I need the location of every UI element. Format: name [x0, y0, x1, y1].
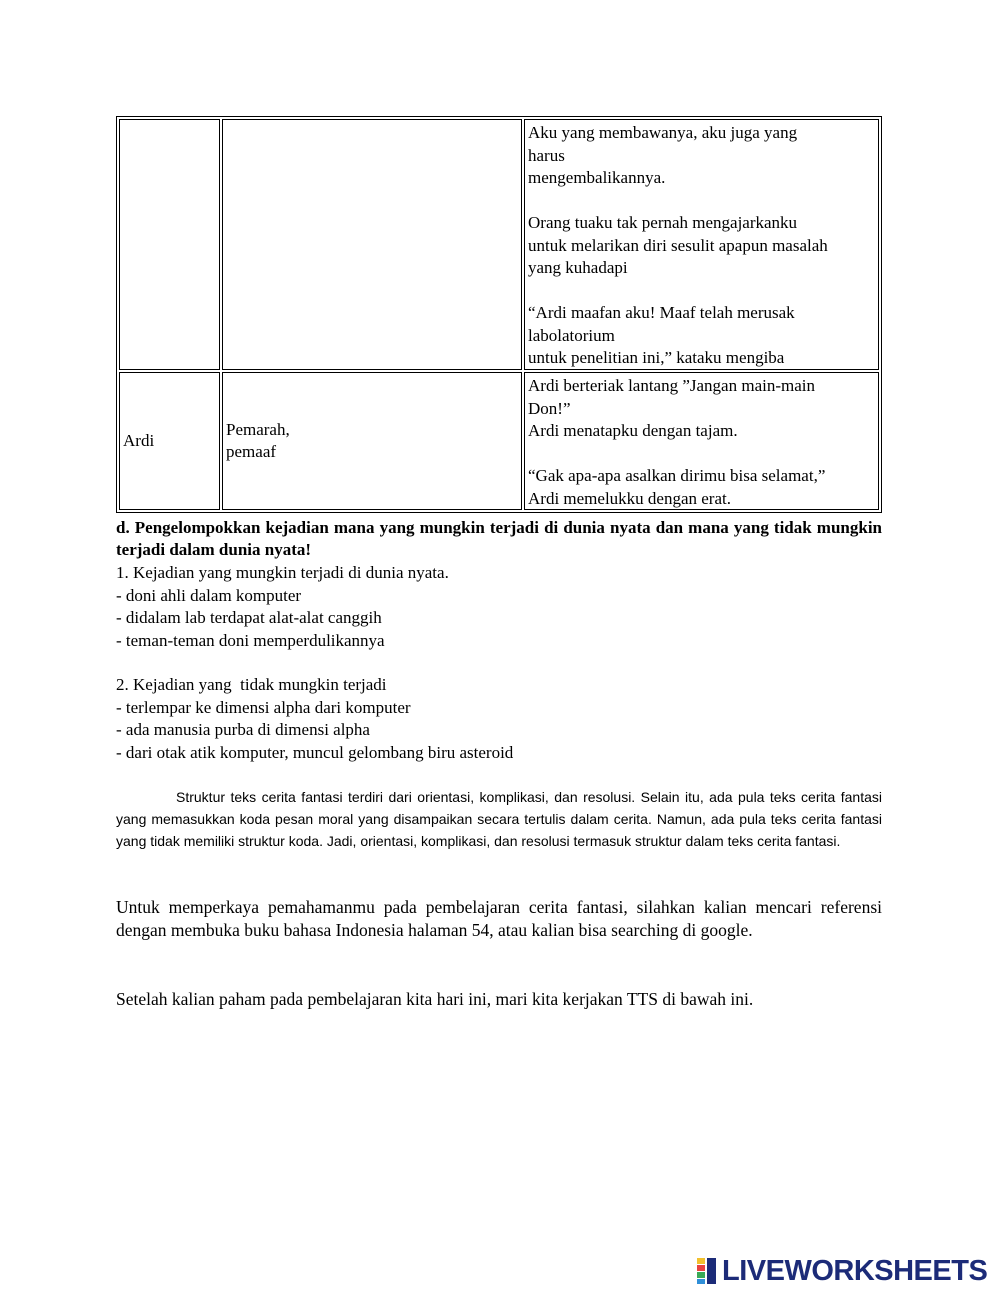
- trait-line: Pemarah,: [226, 419, 290, 439]
- list-title: 1. Kejadian yang mungkin terjadi di dunia nyata.: [116, 563, 449, 582]
- evidence-line: [528, 443, 876, 466]
- table-row: [119, 119, 879, 370]
- character-evidence-cell: [524, 119, 879, 370]
- character-name-cell: [119, 372, 220, 510]
- liveworksheets-logo[interactable]: [697, 1256, 987, 1286]
- evidence-line: untuk penelitian ini,” kataku mengiba: [528, 348, 785, 367]
- reference-paragraph: Untuk memperkaya pemahamanmu pada pembelajaran cerita fantasi, silahkan kalian mencari referensi dengan membuka buku bahasa Indonesia halaman 54, atau kalian bisa searching di google.: [116, 897, 882, 940]
- section-d-heading: d. Pengelompokkan kejadian mana yang mungkin terjadi di dunia nyata dan mana yang tidak mungkin terjadi dalam dunia nyata!: [116, 518, 882, 559]
- list-item: - dari otak atik komputer, muncul gelombang biru asteroid: [116, 742, 514, 762]
- evidence-line: Orang tuaku tak pernah mengajarkanku: [528, 213, 798, 232]
- character-name-cell: [119, 119, 220, 370]
- character-traits-cell: [222, 119, 522, 370]
- list-item: - doni ahli dalam komputer: [116, 585, 302, 605]
- structure-summary-paragraph: Struktur teks cerita fantasi terdiri dari orientasi, komplikasi, dan resolusi. Selain itu, ada pula teks cerita fantasi yang memasukkan koda pesan moral yang disampaikan secara tertulis dalam cerita. Namun, ada pula teks cerita fantasi yang tidak memiliki struktur koda. Jadi, orientasi, komplikasi, dan resolusi termasuk struktur dalam teks cerita fantasi.: [116, 789, 882, 849]
- liveworksheets-logo-text: LIVEWORKSHEETS: [722, 1255, 988, 1287]
- evidence-line: yang kuhadapi: [528, 258, 628, 277]
- evidence-line: Ardi berteriak lantang ”Jangan main-main: [528, 376, 815, 395]
- trait-line: pemaaf: [226, 442, 277, 461]
- impossible-events-list: [116, 674, 882, 764]
- evidence-line: harus: [528, 145, 565, 165]
- evidence-line: [528, 190, 876, 213]
- evidence-line: Ardi menatapku dengan tajam.: [528, 421, 738, 440]
- evidence-line: untuk melarikan diri sesulit apapun masalah: [528, 235, 828, 255]
- table-row: [119, 372, 879, 510]
- list-item: - terlempar ke dimensi alpha dari komputer: [116, 697, 411, 717]
- evidence-line: Don!”: [528, 398, 571, 418]
- character-evidence-cell: [524, 372, 879, 510]
- list-title: 2. Kejadian yang tidak mungkin terjadi: [116, 675, 387, 694]
- character-traits-cell: [222, 372, 522, 510]
- list-item: - teman-teman doni memperdulikannya: [116, 630, 385, 650]
- evidence-line: [528, 280, 876, 303]
- evidence-line: Aku yang membawanya, aku juga yang: [528, 123, 798, 142]
- character-table: [116, 116, 882, 513]
- evidence-line: mengembalikannya.: [528, 168, 666, 187]
- liveworksheets-mark-icon: [697, 1258, 719, 1284]
- evidence-line: “Gak apa-apa asalkan dirimu bisa selamat,”: [528, 466, 826, 485]
- evidence-line: labolatorium: [528, 325, 615, 345]
- list-item: - ada manusia purba di dimensi alpha: [116, 720, 370, 739]
- character-name: Ardi: [123, 430, 155, 450]
- evidence-line: “Ardi maafan aku! Maaf telah merusak: [528, 303, 795, 322]
- instruction-paragraph: Setelah kalian paham pada pembelajaran kita hari ini, mari kita kerjakan TTS di bawah ini.: [116, 989, 754, 1009]
- evidence-line: Ardi memelukku dengan erat.: [528, 488, 731, 508]
- list-item: - didalam lab terdapat alat-alat canggih: [116, 608, 382, 627]
- possible-events-list: [116, 562, 882, 652]
